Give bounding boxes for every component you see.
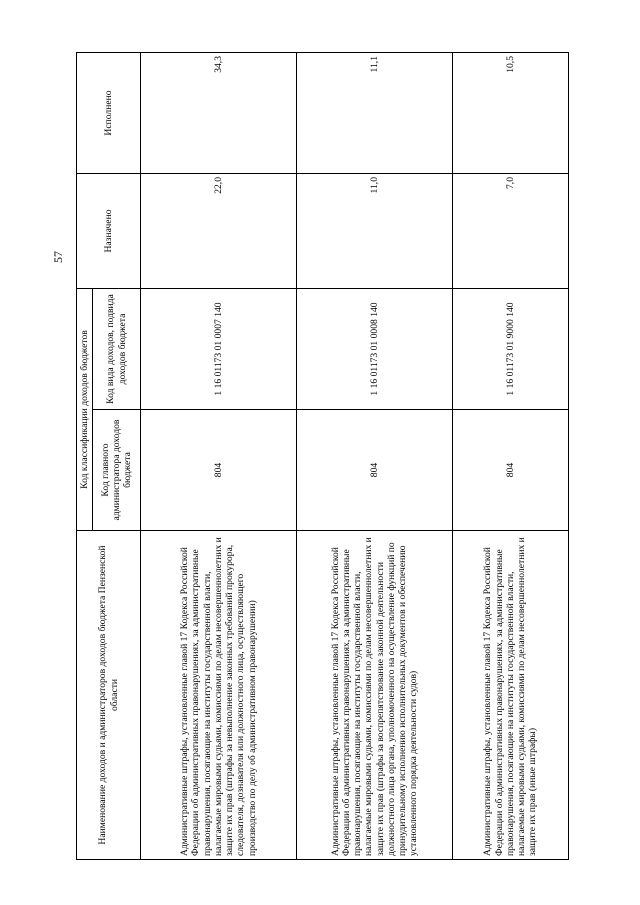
page-number: 57 xyxy=(51,251,65,263)
table-row xyxy=(141,53,297,860)
cell-admin-code: 804 xyxy=(141,410,297,531)
table-header-row xyxy=(77,53,93,860)
table-row xyxy=(453,53,569,860)
cell-name: Административные штрафы, установленные главой 17 Кодекса Российской Федерации об административных правонарушениях, за административные правонарушения, посягающие на институты государственной власти, налагаемые мировыми судьями, комиссиями по делам несовершеннолетних и защите их прав (штрафы за невыполнение законных требований прокурора, следователя, дознавателя или должностного лица, осуществляющего производство по делу об административном правонарушении) xyxy=(141,531,297,860)
header-classification-group: Код классификации доходов бюджетов xyxy=(77,289,93,531)
cell-executed: 10,5 xyxy=(453,53,569,174)
cell-executed: 34,3 xyxy=(141,53,297,174)
table-row xyxy=(297,53,453,860)
cell-name: Административные штрафы, установленные главой 17 Кодекса Российской Федерации об административных правонарушениях, за административные правонарушения, посягающие на институты государственной власти, налагаемые мировыми судьями, комиссиями по делам несовершеннолетних и защите их прав (штрафы за воспрепятствование законной деятельности должностного лица органа, уполномоченного на осуществление функций по принудительному исполнению исполнительных документов и обеспечению установленного порядка деятельности судов) xyxy=(297,531,453,860)
budget-income-table xyxy=(76,52,569,860)
cell-kind-code: 1 16 01173 01 0008 140 xyxy=(297,289,453,410)
header-admin-code: Код главного администратора доходов бюджета xyxy=(93,410,141,531)
cell-assigned: 11,0 xyxy=(297,174,453,289)
cell-admin-code: 804 xyxy=(297,410,453,531)
cell-assigned: 22,0 xyxy=(141,174,297,289)
table-rotation-frame xyxy=(76,52,568,860)
cell-executed: 11,1 xyxy=(297,53,453,174)
cell-kind-code: 1 16 01173 01 0007 140 xyxy=(141,289,297,410)
cell-admin-code: 804 xyxy=(453,410,569,531)
header-name: Наименование доходов и администраторов доходов бюджета Пензенской области xyxy=(77,531,141,860)
header-kind-code: Код вида доходов, подвида доходов бюджета xyxy=(93,289,141,410)
rotated-table-container xyxy=(76,52,568,860)
header-assigned: Назначено xyxy=(77,174,141,289)
cell-assigned: 7,0 xyxy=(453,174,569,289)
cell-kind-code: 1 16 01173 01 9000 140 xyxy=(453,289,569,410)
cell-name: Административные штрафы, установленные главой 17 Кодекса Российской Федерации об административных правонарушениях, за административные правонарушения, посягающие на институты государственной власти, налагаемые мировыми судьями, комиссиями по делам несовершеннолетних и защите их прав (иные штрафы) xyxy=(453,531,569,860)
header-executed: Исполнено xyxy=(77,53,141,174)
